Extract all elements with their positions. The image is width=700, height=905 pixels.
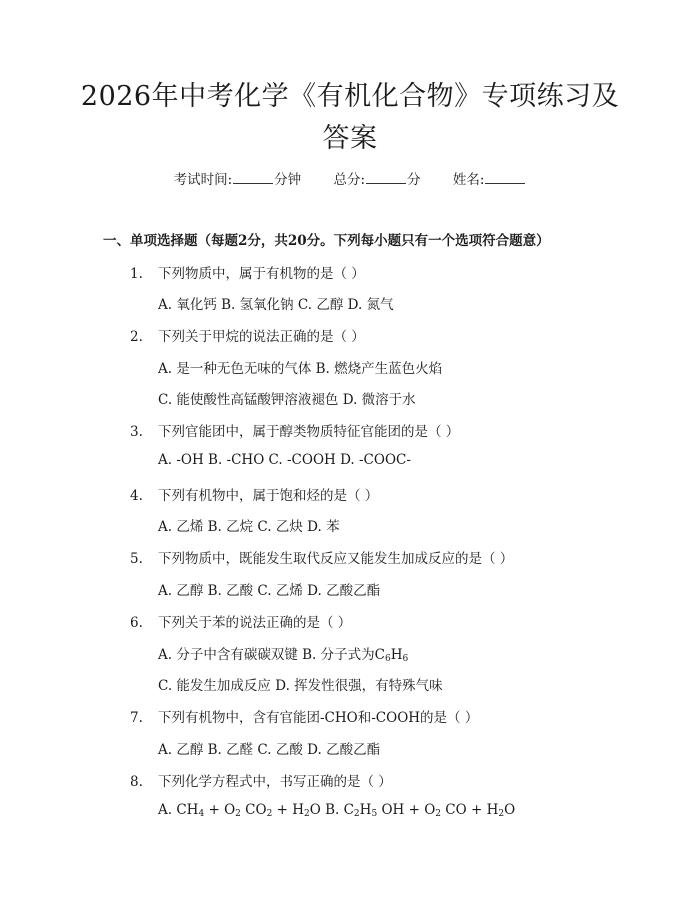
question-text: 下列关于苯的说法正确的是（ ） — [158, 615, 352, 631]
time-unit: 分钟 — [274, 172, 302, 188]
formula-part: O B. C — [309, 802, 354, 818]
question-text: 下列有机物中，属于饱和烃的是（ ） — [158, 488, 379, 504]
subscript: 5 — [371, 809, 378, 819]
question-number: 6. — [130, 615, 143, 631]
question-text: 下列物质中，既能发生取代反应又能发生加成反应的是（ ） — [158, 551, 514, 567]
subscript: 6 — [402, 654, 409, 664]
exam-time — [174, 168, 302, 188]
question-7 — [130, 706, 478, 726]
option-text: A. CH — [158, 802, 199, 818]
question-6-options-2: C. 能发生加成反应 D. 挥发性很强，有特殊气味 — [158, 678, 443, 694]
title-line-1: 2026年中考化学《有机化合物》专项练习及 — [80, 81, 620, 112]
formula-part: OH + O — [377, 802, 436, 818]
question-4 — [130, 484, 378, 504]
exam-meta — [0, 168, 700, 188]
question-4-options: A. 乙烯 B. 乙烷 C. 乙炔 D. 苯 — [158, 519, 340, 535]
title-line-2: 答案 — [322, 123, 378, 154]
question-text: 下列化学方程式中，书写正确的是（ ） — [158, 774, 392, 790]
question-number: 3. — [130, 424, 143, 440]
question-8-options — [158, 802, 515, 818]
subscript: 2 — [266, 809, 273, 819]
question-number: 4. — [130, 488, 143, 504]
total-score — [333, 168, 420, 188]
question-1-options: A. 氧化钙 B. 氢氧化钠 C. 乙醇 D. 氮气 — [158, 297, 394, 313]
question-number: 8. — [130, 774, 143, 790]
question-text: 下列有机物中，含有官能团-CHO和-COOH的是（ ） — [158, 710, 479, 726]
time-label: 考试时间: — [173, 172, 233, 188]
question-1 — [130, 262, 365, 282]
question-5 — [130, 547, 513, 567]
name-label: 姓名: — [452, 172, 485, 188]
formula-part: + H — [272, 802, 304, 818]
score-blank — [366, 171, 406, 184]
subscript: 6 — [384, 654, 391, 664]
student-name — [453, 168, 527, 188]
question-2-options-1: A. 是一种无色无味的气体 B. 燃烧产生蓝色火焰 — [158, 361, 443, 377]
formula-part: CO — [240, 802, 267, 818]
formula-part: + O — [204, 802, 236, 818]
question-number: 7. — [130, 710, 143, 726]
section-heading: 一、单项选择题（每题2分，共20分。下列每小题只有一个选项符合题意） — [103, 233, 550, 249]
formula-part: CO + H — [441, 802, 499, 818]
subscript: 2 — [235, 809, 241, 819]
question-8 — [130, 770, 392, 790]
subscript: 2 — [303, 809, 310, 819]
question-2-options-2: C. 能使酸性高锰酸钾溶液褪色 D. 微溶于水 — [158, 392, 416, 408]
question-5-options: A. 乙醇 B. 乙酸 C. 乙烯 D. 乙酸乙酯 — [158, 583, 381, 599]
question-text: 下列物质中，属于有机物的是（ ） — [158, 266, 365, 282]
question-text: 下列官能团中，属于醇类物质特征官能团的是（ ） — [158, 424, 460, 440]
formula-part: H — [390, 647, 403, 663]
score-label: 总分: — [333, 172, 366, 188]
subscript: 2 — [353, 809, 360, 819]
option-text: A. 分子中含有碳碳双键 B. 分子式为C — [158, 647, 385, 663]
subscript: 4 — [198, 809, 205, 819]
question-7-options: A. 乙醇 B. 乙醛 C. 乙酸 D. 乙酸乙酯 — [158, 742, 381, 758]
score-unit: 分 — [407, 172, 421, 188]
time-blank — [233, 171, 273, 184]
subscript: 2 — [435, 809, 441, 819]
subscript: 2 — [498, 809, 505, 819]
formula-part: O — [504, 802, 516, 818]
question-3-options: A. -OH B. -CHO C. -COOH D. -COOC- — [158, 452, 411, 468]
question-6 — [130, 611, 351, 631]
question-number: 1. — [130, 266, 143, 282]
question-number: 5. — [130, 551, 143, 567]
formula-part: H — [359, 802, 372, 818]
question-2 — [130, 325, 365, 345]
question-6-options-1 — [158, 643, 408, 663]
name-blank — [485, 171, 525, 184]
question-number: 2. — [130, 329, 143, 345]
document-title — [60, 76, 640, 160]
question-3 — [130, 420, 459, 440]
question-text: 下列关于甲烷的说法正确的是（ ） — [158, 329, 365, 345]
